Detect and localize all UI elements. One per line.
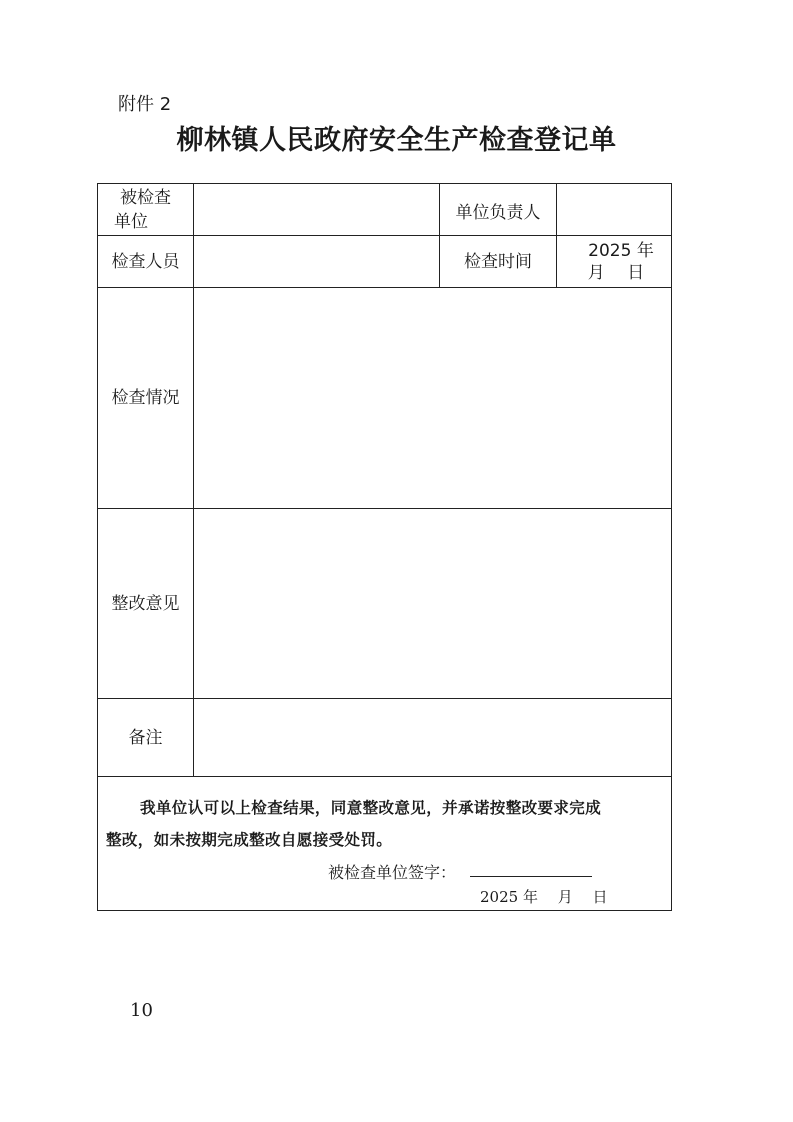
form-title: 柳林镇人民政府安全生产检查登记单	[176, 125, 617, 156]
rectification-label: 整改意见	[111, 593, 180, 614]
declaration-line2: 整改，如未按期完成整改自愿接受处罚。	[106, 830, 393, 849]
inspection-time-month-day: 月 日	[587, 262, 645, 283]
remarks-label: 备注	[128, 727, 163, 748]
signature-label: 被检查单位签字：	[328, 863, 457, 882]
situation-field[interactable]	[194, 288, 671, 508]
declaration-line1: 我单位认可以上检查结果，同意整改意见，并承诺按整改要求完成	[140, 798, 602, 817]
situation-label: 检查情况	[111, 388, 180, 408]
signature-line[interactable]	[470, 876, 592, 877]
rectification-field[interactable]	[194, 509, 671, 698]
row-divider	[98, 776, 671, 777]
page-number: 10	[130, 1000, 153, 1021]
inspectors-field[interactable]	[194, 236, 439, 287]
unit-label-line1: 被检查	[120, 187, 171, 208]
unit-label-line2: 单位	[114, 211, 148, 232]
attachment-label: 附件 2	[118, 94, 172, 115]
inspectors-label: 检查人员	[111, 251, 180, 272]
declaration-section	[98, 784, 673, 912]
inspection-time-field[interactable]	[557, 236, 671, 287]
person-in-charge-label: 单位负责人	[455, 202, 541, 223]
inspection-time-label: 检查时间	[464, 251, 532, 272]
unit-label	[98, 184, 193, 235]
remarks-field[interactable]	[194, 699, 671, 776]
inspection-form-table	[97, 183, 672, 911]
inspection-time-year: 2025 年	[588, 240, 654, 261]
declaration-date: 2025 年 月 日	[480, 888, 608, 906]
unit-field[interactable]	[194, 184, 439, 235]
person-in-charge-field[interactable]	[557, 184, 671, 235]
